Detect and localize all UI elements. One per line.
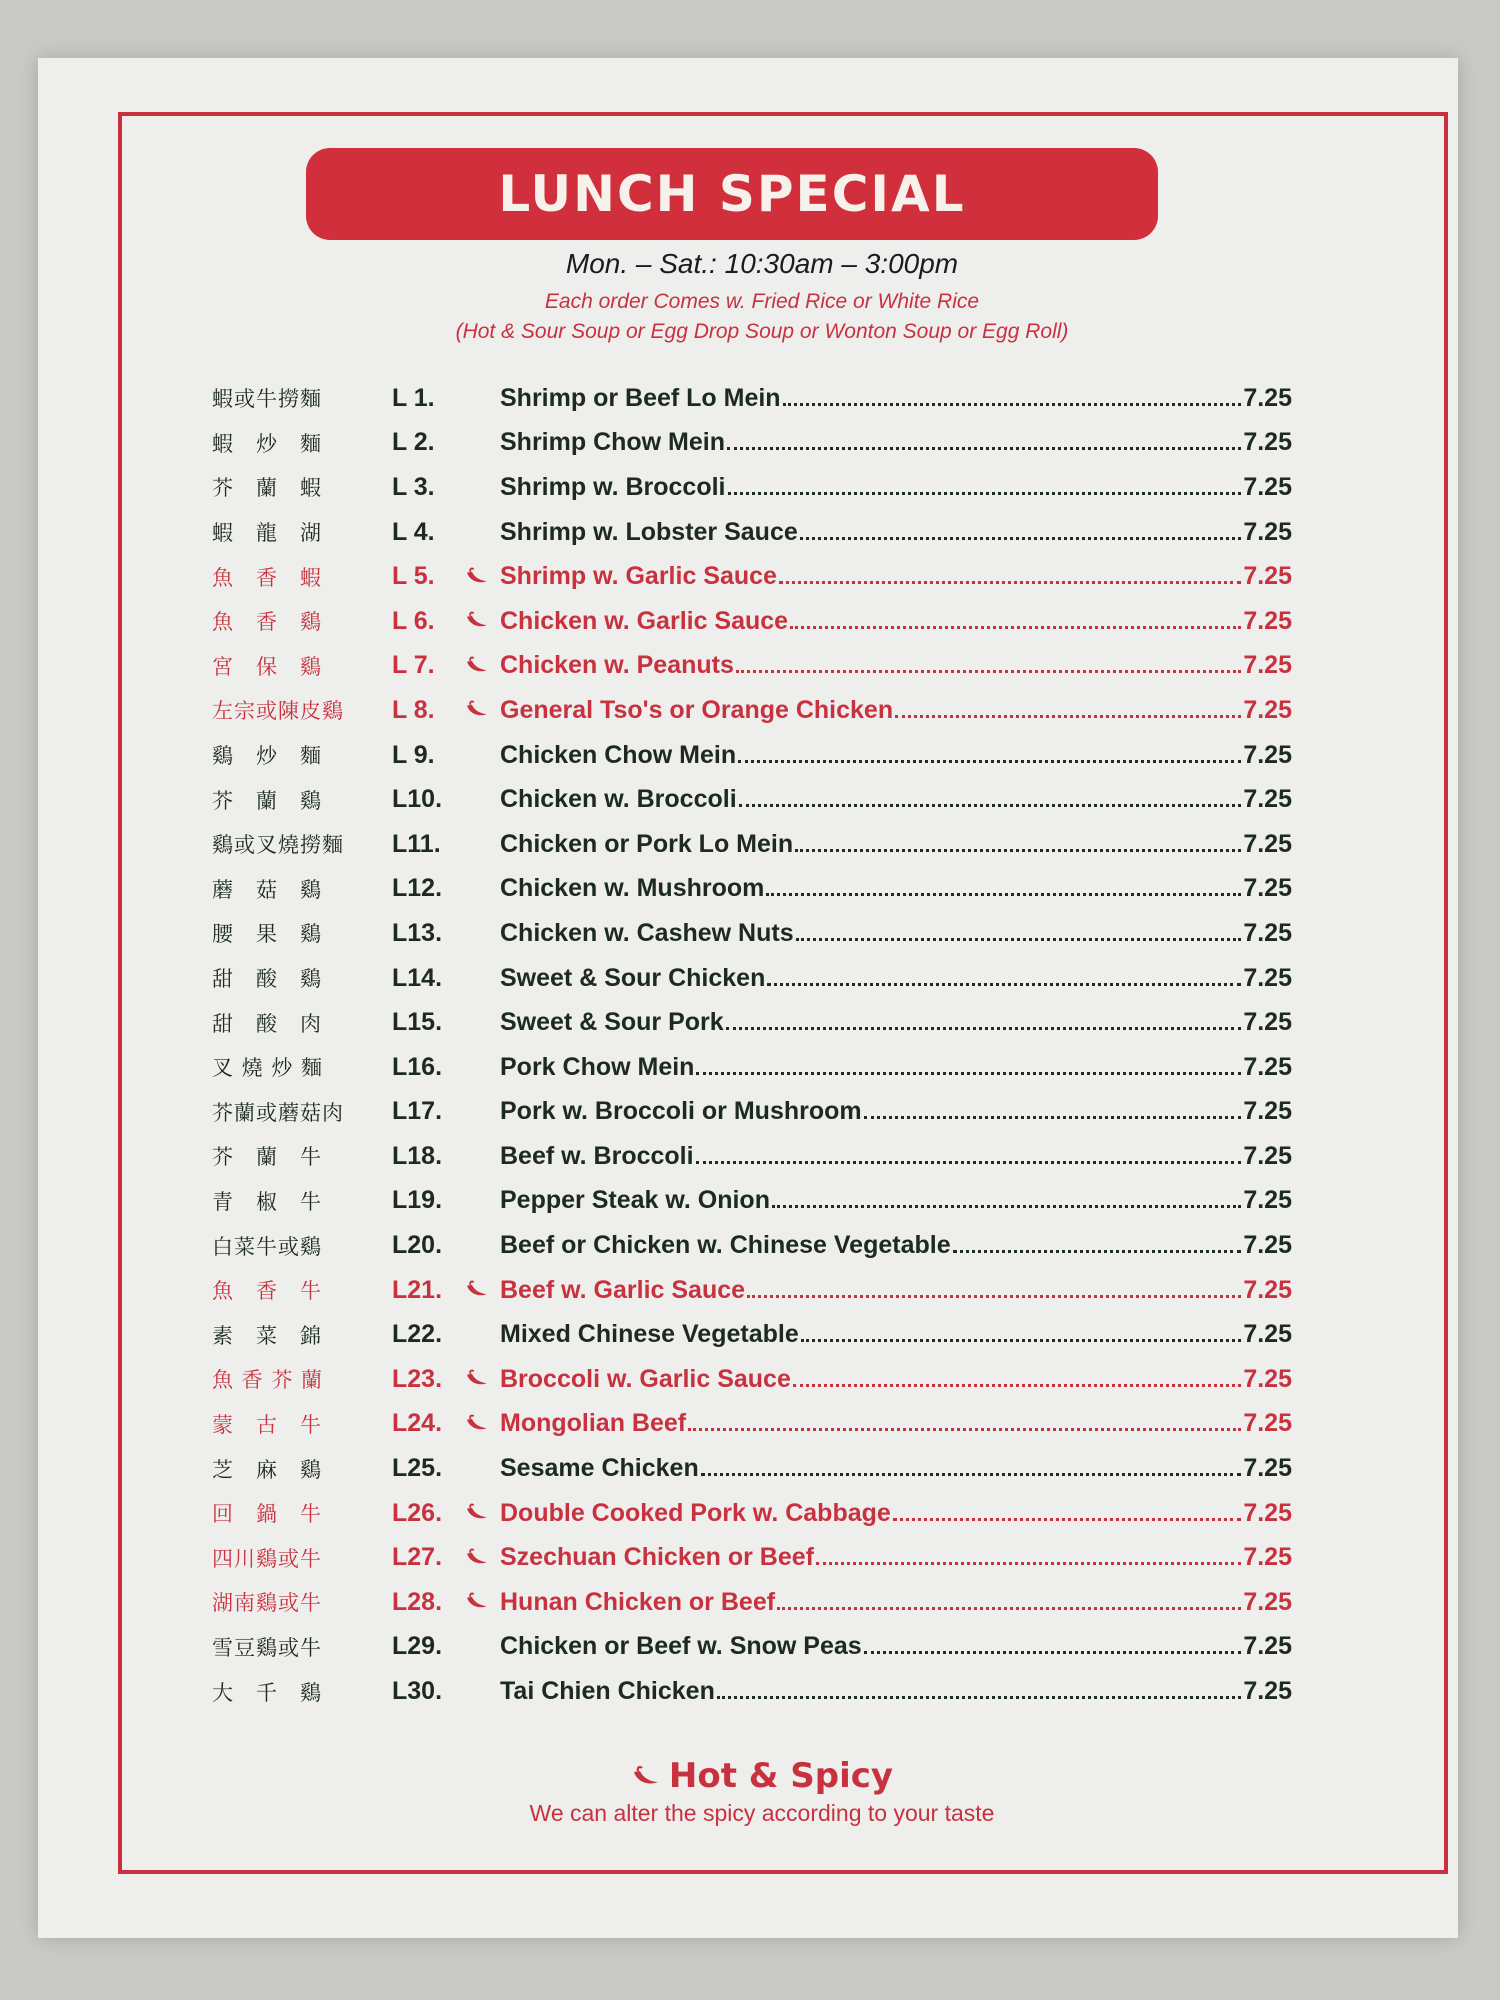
chili-pepper-icon bbox=[462, 1367, 494, 1391]
item-price: 7.25 bbox=[1243, 1097, 1292, 1126]
item-line bbox=[500, 473, 1292, 502]
dot-leader bbox=[793, 1384, 1241, 1387]
item-name: Chicken w. Garlic Sauce bbox=[500, 606, 789, 635]
dot-leader bbox=[801, 1339, 1242, 1342]
item-code: L 7. bbox=[392, 651, 435, 680]
item-name: Broccoli w. Garlic Sauce bbox=[500, 1364, 791, 1393]
item-chinese-name: 叉 燒 炒 麵 bbox=[212, 1056, 324, 1081]
item-code: L18. bbox=[392, 1141, 443, 1170]
item-line bbox=[500, 1276, 1292, 1305]
item-chinese-name: 鷄或叉燒撈麵 bbox=[212, 833, 344, 858]
spacer bbox=[462, 1457, 494, 1481]
item-name: Double Cooked Pork w. Cabbage bbox=[500, 1498, 891, 1527]
dot-leader bbox=[893, 1518, 1242, 1521]
dot-leader bbox=[779, 581, 1241, 584]
item-line bbox=[500, 1320, 1292, 1349]
item-line bbox=[500, 741, 1292, 770]
item-code: L20. bbox=[392, 1231, 443, 1260]
spacer bbox=[462, 431, 494, 455]
dot-leader bbox=[696, 1161, 1242, 1164]
item-line bbox=[500, 964, 1292, 993]
dot-leader bbox=[717, 1696, 1241, 1699]
item-name: Sweet & Sour Pork bbox=[500, 1008, 724, 1037]
item-line bbox=[500, 1409, 1292, 1438]
spacer bbox=[462, 1100, 494, 1124]
item-code: L12. bbox=[392, 874, 443, 903]
spacer bbox=[462, 1635, 494, 1659]
item-line bbox=[500, 384, 1292, 413]
soup-note: (Hot & Sour Soup or Egg Drop Soup or Wonton Soup or Egg Roll) bbox=[455, 320, 1069, 343]
chili-pepper-icon bbox=[462, 609, 494, 633]
item-chinese-name: 白菜牛或鷄 bbox=[212, 1234, 322, 1259]
item-name: Shrimp w. Broccoli bbox=[500, 472, 726, 501]
item-chinese-name: 芥蘭或蘑菇肉 bbox=[212, 1100, 344, 1125]
item-line bbox=[500, 428, 1292, 457]
item-price: 7.25 bbox=[1243, 1409, 1292, 1438]
item-chinese-name: 芝 麻 鷄 bbox=[212, 1457, 322, 1482]
dot-leader bbox=[895, 715, 1241, 718]
menu-item bbox=[212, 1357, 1292, 1402]
item-chinese-name: 青 椒 牛 bbox=[212, 1189, 322, 1214]
item-chinese-name: 甜 酸 肉 bbox=[212, 1011, 322, 1036]
item-name: Chicken w. Broccoli bbox=[500, 785, 737, 814]
dot-leader bbox=[738, 760, 1241, 763]
item-line bbox=[500, 1588, 1292, 1617]
item-price: 7.25 bbox=[1243, 874, 1292, 903]
item-name: Chicken w. Mushroom bbox=[500, 874, 765, 903]
item-chinese-name: 鷄 炒 麵 bbox=[212, 744, 322, 769]
item-chinese-name: 蝦 炒 麵 bbox=[212, 431, 322, 456]
item-line bbox=[500, 562, 1292, 591]
item-chinese-name: 湖南鷄或牛 bbox=[212, 1591, 322, 1616]
spacer bbox=[462, 1234, 494, 1258]
item-chinese-name: 蝦或牛撈麵 bbox=[212, 387, 322, 412]
menu-item bbox=[212, 688, 1292, 733]
item-name: Pepper Steak w. Onion bbox=[500, 1186, 770, 1215]
dot-leader bbox=[783, 403, 1242, 406]
menu-item bbox=[212, 822, 1292, 867]
menu-item bbox=[212, 867, 1292, 912]
dot-leader bbox=[777, 1607, 1241, 1610]
item-chinese-name: 魚 香 蝦 bbox=[212, 565, 322, 590]
dot-leader bbox=[953, 1250, 1242, 1253]
item-code: L14. bbox=[392, 963, 443, 992]
menu-item bbox=[212, 733, 1292, 778]
item-name: Shrimp or Beef Lo Mein bbox=[500, 383, 781, 412]
item-code: L 9. bbox=[392, 740, 435, 769]
item-chinese-name: 四川鷄或牛 bbox=[212, 1546, 322, 1571]
item-name: Sesame Chicken bbox=[500, 1454, 699, 1483]
item-price: 7.25 bbox=[1243, 562, 1292, 591]
item-code: L 5. bbox=[392, 562, 435, 591]
item-name: Chicken or Pork Lo Mein bbox=[500, 829, 794, 858]
item-chinese-name: 魚 香 芥 蘭 bbox=[212, 1368, 324, 1393]
item-chinese-name: 甜 酸 鷄 bbox=[212, 967, 322, 992]
menu-item bbox=[212, 421, 1292, 466]
item-chinese-name: 腰 果 鷄 bbox=[212, 922, 322, 947]
item-price: 7.25 bbox=[1243, 472, 1292, 501]
menu-item bbox=[212, 1179, 1292, 1224]
chili-pepper-icon bbox=[462, 698, 494, 722]
item-price: 7.25 bbox=[1243, 1186, 1292, 1215]
chili-pepper-icon bbox=[462, 1501, 494, 1525]
item-chinese-name: 蒙 古 牛 bbox=[212, 1412, 322, 1437]
item-line bbox=[500, 919, 1292, 948]
legend-label: Hot & Spicy bbox=[668, 1756, 894, 1796]
spacer bbox=[462, 1144, 494, 1168]
item-price: 7.25 bbox=[1243, 1008, 1292, 1037]
item-name: Beef or Chicken w. Chinese Vegetable bbox=[500, 1231, 951, 1260]
menu-title: LUNCH SPECIAL bbox=[498, 165, 966, 223]
dot-leader bbox=[795, 849, 1241, 852]
item-line bbox=[500, 1499, 1292, 1528]
dot-leader bbox=[736, 670, 1241, 673]
dot-leader bbox=[796, 938, 1242, 941]
dot-leader bbox=[790, 626, 1241, 629]
item-name: Pork Chow Mein bbox=[500, 1052, 695, 1081]
menu-item bbox=[212, 1312, 1292, 1357]
item-name: Chicken Chow Mein bbox=[500, 740, 737, 769]
item-code: L17. bbox=[392, 1097, 443, 1126]
item-line bbox=[500, 1008, 1292, 1037]
item-price: 7.25 bbox=[1243, 651, 1292, 680]
item-code: L23. bbox=[392, 1364, 443, 1393]
item-price: 7.25 bbox=[1243, 1364, 1292, 1393]
item-price: 7.25 bbox=[1243, 695, 1292, 724]
item-price: 7.25 bbox=[1243, 1677, 1292, 1706]
item-line bbox=[500, 607, 1292, 636]
item-name: Sweet & Sour Chicken bbox=[500, 963, 766, 992]
item-chinese-name: 魚 香 鷄 bbox=[212, 610, 322, 635]
item-name: Hunan Chicken or Beef bbox=[500, 1587, 776, 1616]
menu-item bbox=[212, 465, 1292, 510]
item-code: L 8. bbox=[392, 695, 435, 724]
item-code: L24. bbox=[392, 1409, 443, 1438]
dot-leader bbox=[766, 893, 1241, 896]
item-code: L 3. bbox=[392, 472, 435, 501]
item-code: L 6. bbox=[392, 606, 435, 635]
item-line bbox=[500, 518, 1292, 547]
item-line bbox=[500, 874, 1292, 903]
spacer bbox=[462, 743, 494, 767]
dot-leader bbox=[739, 804, 1242, 807]
chili-pepper-icon bbox=[462, 1278, 494, 1302]
dot-leader bbox=[727, 447, 1241, 450]
dot-leader bbox=[726, 1027, 1242, 1030]
item-price: 7.25 bbox=[1243, 428, 1292, 457]
menu-list bbox=[212, 376, 1292, 1714]
menu-item bbox=[212, 911, 1292, 956]
item-name: Szechuan Chicken or Beef bbox=[500, 1543, 814, 1572]
item-name: Mongolian Beef bbox=[500, 1409, 687, 1438]
item-line bbox=[500, 651, 1292, 680]
item-code: L15. bbox=[392, 1008, 443, 1037]
spacer bbox=[462, 475, 494, 499]
menu-item bbox=[212, 777, 1292, 822]
item-line bbox=[500, 1365, 1292, 1394]
item-chinese-name: 蝦 龍 湖 bbox=[212, 521, 322, 546]
menu-item bbox=[212, 599, 1292, 644]
item-name: Chicken w. Peanuts bbox=[500, 651, 734, 680]
spacer bbox=[462, 1323, 494, 1347]
legend-note: We can alter the spicy according to your taste bbox=[529, 1800, 995, 1826]
item-price: 7.25 bbox=[1243, 383, 1292, 412]
item-price: 7.25 bbox=[1243, 1141, 1292, 1170]
item-line bbox=[500, 1097, 1292, 1126]
item-price: 7.25 bbox=[1243, 785, 1292, 814]
item-price: 7.25 bbox=[1243, 1632, 1292, 1661]
item-line bbox=[500, 1632, 1292, 1661]
item-price: 7.25 bbox=[1243, 1543, 1292, 1572]
dot-leader bbox=[772, 1205, 1241, 1208]
item-chinese-name: 雪豆鷄或牛 bbox=[212, 1635, 322, 1660]
item-name: Shrimp w. Garlic Sauce bbox=[500, 562, 777, 591]
menu-item bbox=[212, 644, 1292, 689]
spacer bbox=[462, 1055, 494, 1079]
item-price: 7.25 bbox=[1243, 1275, 1292, 1304]
item-code: L 1. bbox=[392, 383, 435, 412]
item-chinese-name: 大 千 鷄 bbox=[212, 1680, 322, 1705]
spacer bbox=[462, 877, 494, 901]
dot-leader bbox=[767, 983, 1241, 986]
chili-pepper-icon bbox=[462, 1590, 494, 1614]
dot-leader bbox=[747, 1295, 1241, 1298]
item-price: 7.25 bbox=[1243, 606, 1292, 635]
menu-item bbox=[212, 1045, 1292, 1090]
item-chinese-name: 芥 蘭 鷄 bbox=[212, 788, 322, 813]
item-name: Beef w. Broccoli bbox=[500, 1141, 694, 1170]
item-name: Pork w. Broccoli or Mushroom bbox=[500, 1097, 862, 1126]
rice-note: Each order Comes w. Fried Rice or White Rice bbox=[544, 290, 980, 313]
item-line bbox=[500, 1231, 1292, 1260]
chili-pepper-icon bbox=[462, 1412, 494, 1436]
item-code: L28. bbox=[392, 1587, 443, 1616]
hot-spicy-legend bbox=[306, 1756, 1218, 1796]
item-chinese-name: 芥 蘭 蝦 bbox=[212, 476, 322, 501]
item-line bbox=[500, 1454, 1292, 1483]
dot-leader bbox=[800, 537, 1242, 540]
item-name: Beef w. Garlic Sauce bbox=[500, 1275, 746, 1304]
menu-item bbox=[212, 1446, 1292, 1491]
dot-leader bbox=[816, 1562, 1241, 1565]
item-price: 7.25 bbox=[1243, 740, 1292, 769]
item-chinese-name: 左宗或陳皮鷄 bbox=[212, 699, 344, 724]
item-price: 7.25 bbox=[1243, 1498, 1292, 1527]
dot-leader bbox=[688, 1428, 1241, 1431]
item-code: L10. bbox=[392, 785, 443, 814]
item-name: General Tso's or Orange Chicken bbox=[500, 695, 894, 724]
item-price: 7.25 bbox=[1243, 1231, 1292, 1260]
item-price: 7.25 bbox=[1243, 1454, 1292, 1483]
item-name: Chicken or Beef w. Snow Peas bbox=[500, 1632, 862, 1661]
menu-item bbox=[212, 956, 1292, 1001]
chili-pepper-icon bbox=[631, 1764, 661, 1788]
item-code: L25. bbox=[392, 1454, 443, 1483]
spacer bbox=[462, 921, 494, 945]
item-price: 7.25 bbox=[1243, 1587, 1292, 1616]
item-chinese-name: 蘑 菇 鷄 bbox=[212, 877, 322, 902]
item-code: L29. bbox=[392, 1632, 443, 1661]
spacer bbox=[462, 520, 494, 544]
menu-item bbox=[212, 510, 1292, 555]
item-name: Chicken w. Cashew Nuts bbox=[500, 918, 794, 947]
menu-item bbox=[212, 1402, 1292, 1447]
chili-pepper-icon bbox=[462, 654, 494, 678]
menu-item bbox=[212, 1535, 1292, 1580]
menu-item bbox=[212, 1000, 1292, 1045]
item-line bbox=[500, 1677, 1292, 1706]
item-price: 7.25 bbox=[1243, 517, 1292, 546]
spacer bbox=[462, 1189, 494, 1213]
item-code: L21. bbox=[392, 1275, 443, 1304]
menu-item bbox=[212, 376, 1292, 421]
item-chinese-name: 魚 香 牛 bbox=[212, 1279, 322, 1304]
spacer bbox=[462, 1680, 494, 1704]
title-banner bbox=[306, 148, 1158, 240]
item-chinese-name: 素 菜 錦 bbox=[212, 1323, 322, 1348]
item-code: L26. bbox=[392, 1498, 443, 1527]
item-code: L27. bbox=[392, 1543, 443, 1572]
menu-item bbox=[212, 554, 1292, 599]
item-name: Mixed Chinese Vegetable bbox=[500, 1320, 799, 1349]
dot-leader bbox=[701, 1473, 1242, 1476]
item-line bbox=[500, 1053, 1292, 1082]
chili-pepper-icon bbox=[462, 1546, 494, 1570]
menu-item bbox=[212, 1491, 1292, 1536]
item-price: 7.25 bbox=[1243, 1320, 1292, 1349]
item-line bbox=[500, 1186, 1292, 1215]
item-code: L 4. bbox=[392, 517, 435, 546]
menu-item bbox=[212, 1268, 1292, 1313]
item-code: L30. bbox=[392, 1677, 443, 1706]
menu-item bbox=[212, 1090, 1292, 1135]
item-line bbox=[500, 1142, 1292, 1171]
item-code: L11. bbox=[392, 829, 441, 858]
dot-leader bbox=[864, 1651, 1242, 1654]
chili-pepper-icon bbox=[462, 565, 494, 589]
dot-leader bbox=[696, 1072, 1241, 1075]
spacer bbox=[462, 788, 494, 812]
spacer bbox=[462, 966, 494, 990]
item-line bbox=[500, 830, 1292, 859]
item-code: L 2. bbox=[392, 428, 435, 457]
item-code: L16. bbox=[392, 1052, 443, 1081]
dot-leader bbox=[728, 492, 1242, 495]
item-name: Tai Chien Chicken bbox=[500, 1677, 715, 1706]
item-chinese-name: 宮 保 鷄 bbox=[212, 654, 322, 679]
hours-text: Mon. – Sat.: 10:30am – 3:00pm bbox=[565, 248, 959, 279]
item-price: 7.25 bbox=[1243, 963, 1292, 992]
item-code: L13. bbox=[392, 918, 443, 947]
menu-item bbox=[212, 1625, 1292, 1670]
item-code: L22. bbox=[392, 1320, 443, 1349]
item-line bbox=[500, 696, 1292, 725]
item-price: 7.25 bbox=[1243, 918, 1292, 947]
spacer bbox=[462, 1011, 494, 1035]
menu-item bbox=[212, 1134, 1292, 1179]
item-chinese-name: 芥 蘭 牛 bbox=[212, 1145, 322, 1170]
item-price: 7.25 bbox=[1243, 829, 1292, 858]
item-name: Shrimp w. Lobster Sauce bbox=[500, 517, 798, 546]
item-code: L19. bbox=[392, 1186, 443, 1215]
item-name: Shrimp Chow Mein bbox=[500, 428, 725, 457]
spacer bbox=[462, 832, 494, 856]
dot-leader bbox=[864, 1116, 1242, 1119]
item-line bbox=[500, 785, 1292, 814]
menu-item bbox=[212, 1580, 1292, 1625]
menu-item bbox=[212, 1669, 1292, 1714]
item-price: 7.25 bbox=[1243, 1052, 1292, 1081]
item-chinese-name: 回 鍋 牛 bbox=[212, 1502, 322, 1527]
item-line bbox=[500, 1543, 1292, 1572]
menu-item bbox=[212, 1223, 1292, 1268]
spacer bbox=[462, 386, 494, 410]
